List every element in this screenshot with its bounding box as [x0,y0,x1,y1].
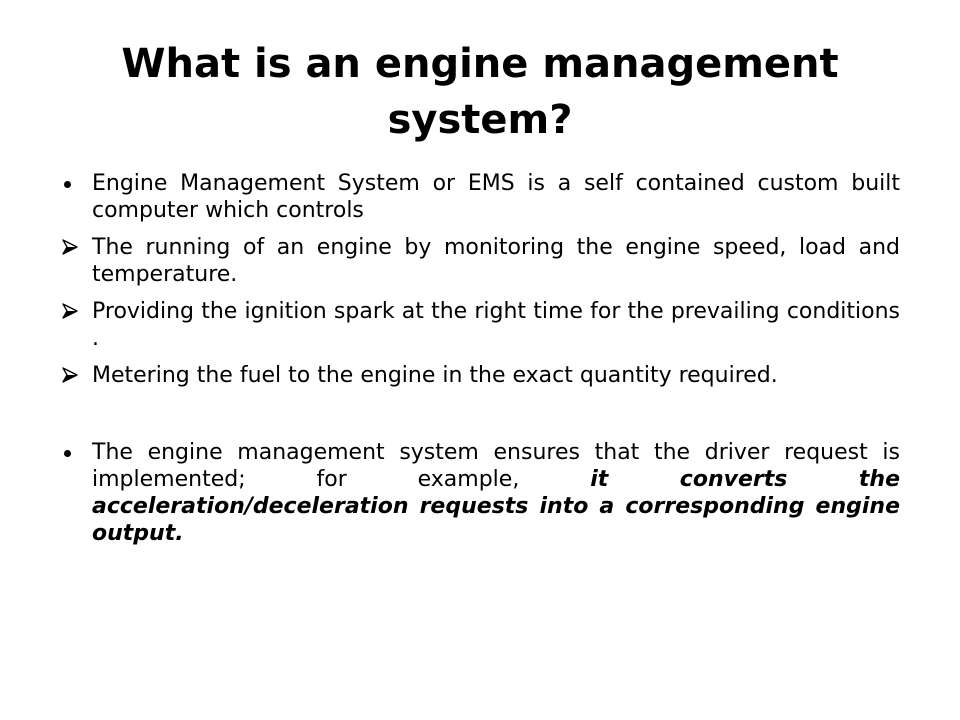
slide-body [62,170,900,557]
title-line-1: What is an engine management [121,41,839,87]
bullet-intro [62,170,900,224]
arrow-point-2 [62,298,900,352]
arrow-bullet-icon [62,367,78,383]
bullet-dot-icon [64,450,71,457]
arrow-point-3 [62,362,900,389]
slide-title [100,36,860,148]
bullet-closing [62,439,900,547]
arrow-point-1 [62,234,900,288]
arrow-point-text: The running of an engine by monitoring the engine speed, load and temperature. [92,235,900,287]
arrow-bullet-icon [62,303,78,319]
bullet-text: Engine Management System or EMS is a self contained custom built computer which controls [92,171,900,223]
arrow-point-text: Providing the ignition spark at the right time for the prevailing conditions . [92,299,900,351]
title-line-2: system? [387,97,573,143]
closing-plain-text: The engine management system ensures that the driver request is implemented; for example, [92,440,900,492]
arrow-bullet-icon [62,239,78,255]
bullet-dot-icon [64,181,71,188]
arrow-point-text: Metering the fuel to the engine in the exact quantity required. [92,363,778,388]
closing-emphasis-text: it converts the acceleration/deceleration requests into a corresponding engine output. [92,467,900,546]
bullet-text [92,439,900,547]
